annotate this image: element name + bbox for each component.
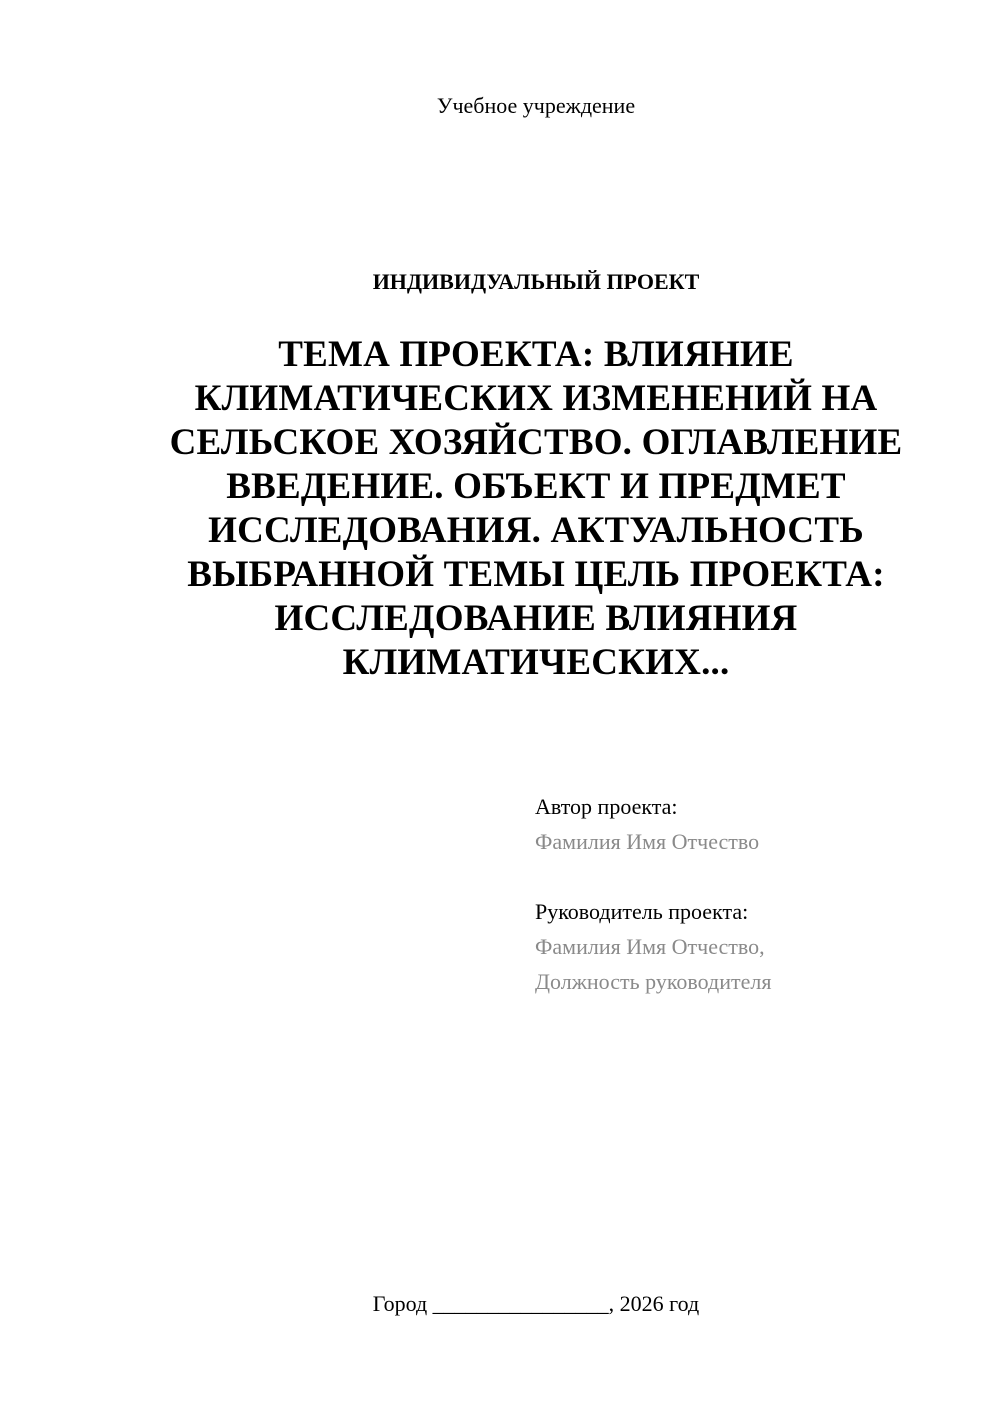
- project-type-heading: ИНДИВИДУАЛЬНЫЙ ПРОЕКТ: [372, 269, 700, 294]
- supervisor-position-placeholder: Должность руководителя: [535, 969, 772, 994]
- author-label: Автор проекта:: [535, 794, 678, 819]
- supervisor-name-placeholder: Фамилия Имя Отчество,: [535, 934, 765, 959]
- people-block: [535, 789, 975, 999]
- spacer: [535, 859, 975, 894]
- project-topic-title: ТЕМА ПРОЕКТА: ВЛИЯНИЕ КЛИМАТИЧЕСКИХ ИЗМЕНЕНИЙ НА СЕЛЬСКОЕ ХОЗЯЙСТВО. ОГЛАВЛЕНИЕ ВВЕДЕНИЕ. ОБЪЕКТ И ПРЕДМЕТ ИССЛЕДОВАНИЯ. АКТУАЛЬНОСТЬ ВЫБРАННОЙ ТЕМЫ ЦЕЛЬ ПРОЕКТА: ИССЛЕДОВАНИЕ ВЛИЯНИЯ КЛИМАТИЧЕСКИХ...: [169, 334, 903, 683]
- supervisor-label: Руководитель проекта:: [535, 899, 749, 924]
- author-name-placeholder: Фамилия Имя Отчество: [535, 829, 760, 854]
- city-year-line: Город ________________, 2026 год: [372, 1291, 700, 1316]
- institution-name: Учебное учреждение: [436, 93, 636, 118]
